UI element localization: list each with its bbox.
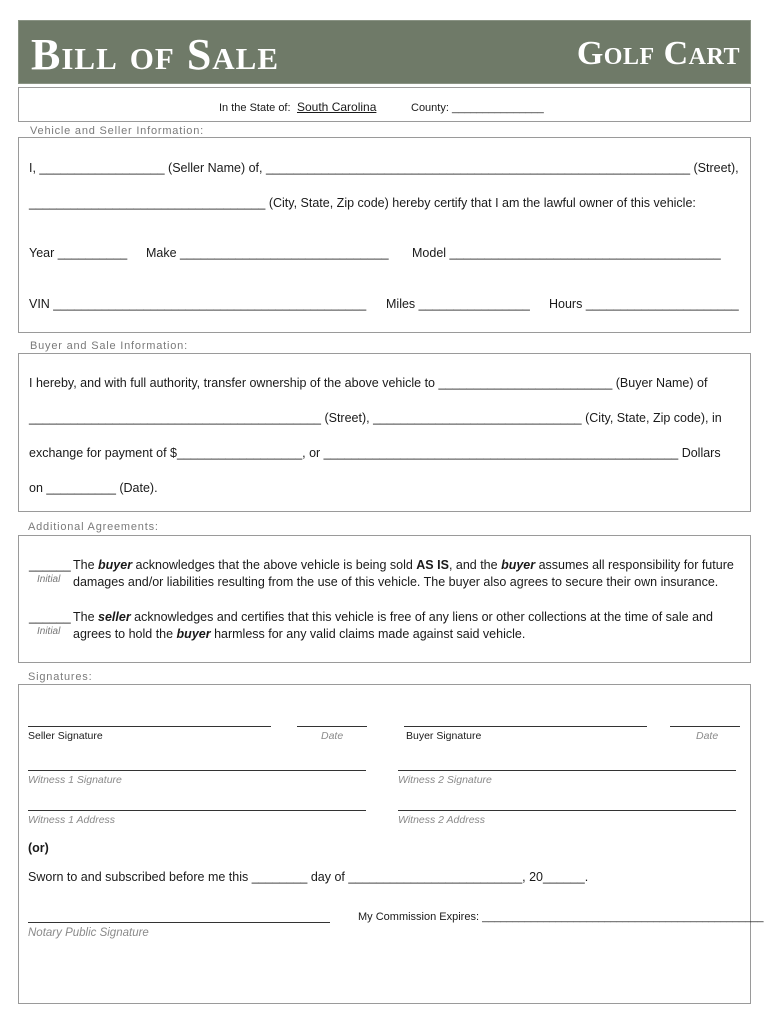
witness2-address-label: Witness 2 Address: [398, 814, 486, 826]
agreement-liens-text: The seller acknowledges and certifies that this vehicle is free of any liens or other collections at the time of sale and agrees to hold the buyer harmless for any valid claims made against said vehicle.: [73, 610, 713, 641]
vin-field[interactable]: VIN _____________________________________________: [29, 297, 367, 311]
buyer-section-box: [18, 353, 751, 512]
agreement-as-is-text: The buyer acknowledges that the above vehicle is being sold AS IS, and the buyer assumes all responsibility for future damages and/or liabilities resulting from the use of this vehicle. The buyer also agrees to secure their own insurance.: [73, 558, 734, 589]
seller-signature-label: Seller Signature: [28, 730, 103, 742]
witness2-signature-line[interactable]: [398, 770, 736, 771]
vehicle-section-label: Vehicle and Seller Information:: [30, 125, 204, 137]
model-field[interactable]: Model _______________________________________: [412, 246, 721, 260]
witness1-address-label: Witness 1 Address: [28, 814, 116, 826]
buyer-date-label: Date: [696, 730, 719, 742]
year-field[interactable]: Year __________: [29, 246, 128, 260]
make-field[interactable]: Make ______________________________: [146, 246, 389, 260]
initial-label-2: Initial: [37, 626, 61, 637]
notary-signature-line[interactable]: [28, 922, 330, 923]
hours-field[interactable]: Hours ______________________: [549, 297, 739, 311]
state-label: In the State of:: [219, 102, 291, 114]
miles-field[interactable]: Miles ________________: [386, 297, 530, 311]
buyer-section-label: Buyer and Sale Information:: [30, 340, 188, 352]
buyer-address-line[interactable]: __________________________________________ (Street), ______________________________ (City, State, Zip code), in: [29, 411, 722, 425]
buyer-name-line[interactable]: I hereby, and with full authority, transfer ownership of the above vehicle to _________________________ (Buyer Name) of: [29, 376, 708, 390]
document-title: Bill of Sale: [31, 30, 280, 79]
vehicle-section-box: [18, 137, 751, 333]
initial-label-1: Initial: [37, 574, 61, 585]
state-county-box: [18, 87, 751, 122]
agreements-section-label: Additional Agreements:: [28, 521, 159, 533]
buyer-signature-label: Buyer Signature: [406, 730, 482, 742]
initial-blank-2[interactable]: ______: [29, 610, 71, 624]
county-field[interactable]: County: _______________: [411, 102, 544, 114]
seller-date-label: Date: [321, 730, 344, 742]
seller-city-line[interactable]: __________________________________ (City, State, Zip code) hereby certify that I am the lawful owner of this vehicle:: [29, 196, 696, 210]
payment-line[interactable]: exchange for payment of $__________________, or ___________________________________________________ Dollars: [29, 446, 721, 460]
witness1-signature-label: Witness 1 Signature: [28, 774, 122, 786]
buyer-signature-line[interactable]: [404, 726, 647, 727]
witness2-signature-label: Witness 2 Signature: [398, 774, 492, 786]
signatures-section-box: [18, 684, 764, 1004]
witness1-address-line[interactable]: [28, 810, 366, 811]
commission-expires-field[interactable]: My Commission Expires: ______________________________________________: [358, 911, 764, 923]
sworn-statement-line[interactable]: Sworn to and subscribed before me this ________ day of _________________________, 20______.: [28, 870, 589, 884]
witness1-signature-line[interactable]: [28, 770, 366, 771]
seller-date-line[interactable]: [297, 726, 367, 727]
witness2-address-line[interactable]: [398, 810, 736, 811]
document-subtitle: Golf Cart: [576, 35, 740, 72]
buyer-date-line[interactable]: [670, 726, 740, 727]
seller-name-street-line[interactable]: I, __________________ (Seller Name) of, _____________________________________________________________ (Street),: [29, 161, 739, 175]
signatures-section-label: Signatures:: [28, 671, 93, 683]
header-banner: [18, 20, 751, 84]
seller-signature-line[interactable]: [28, 726, 271, 727]
agreements-section-box: [18, 535, 751, 663]
state-value-field[interactable]: South Carolina: [297, 100, 377, 114]
sale-date-line[interactable]: on __________ (Date).: [29, 481, 158, 495]
or-separator: (or): [28, 841, 49, 855]
notary-signature-label: Notary Public Signature: [28, 927, 149, 939]
initial-blank-1[interactable]: ______: [29, 558, 71, 572]
